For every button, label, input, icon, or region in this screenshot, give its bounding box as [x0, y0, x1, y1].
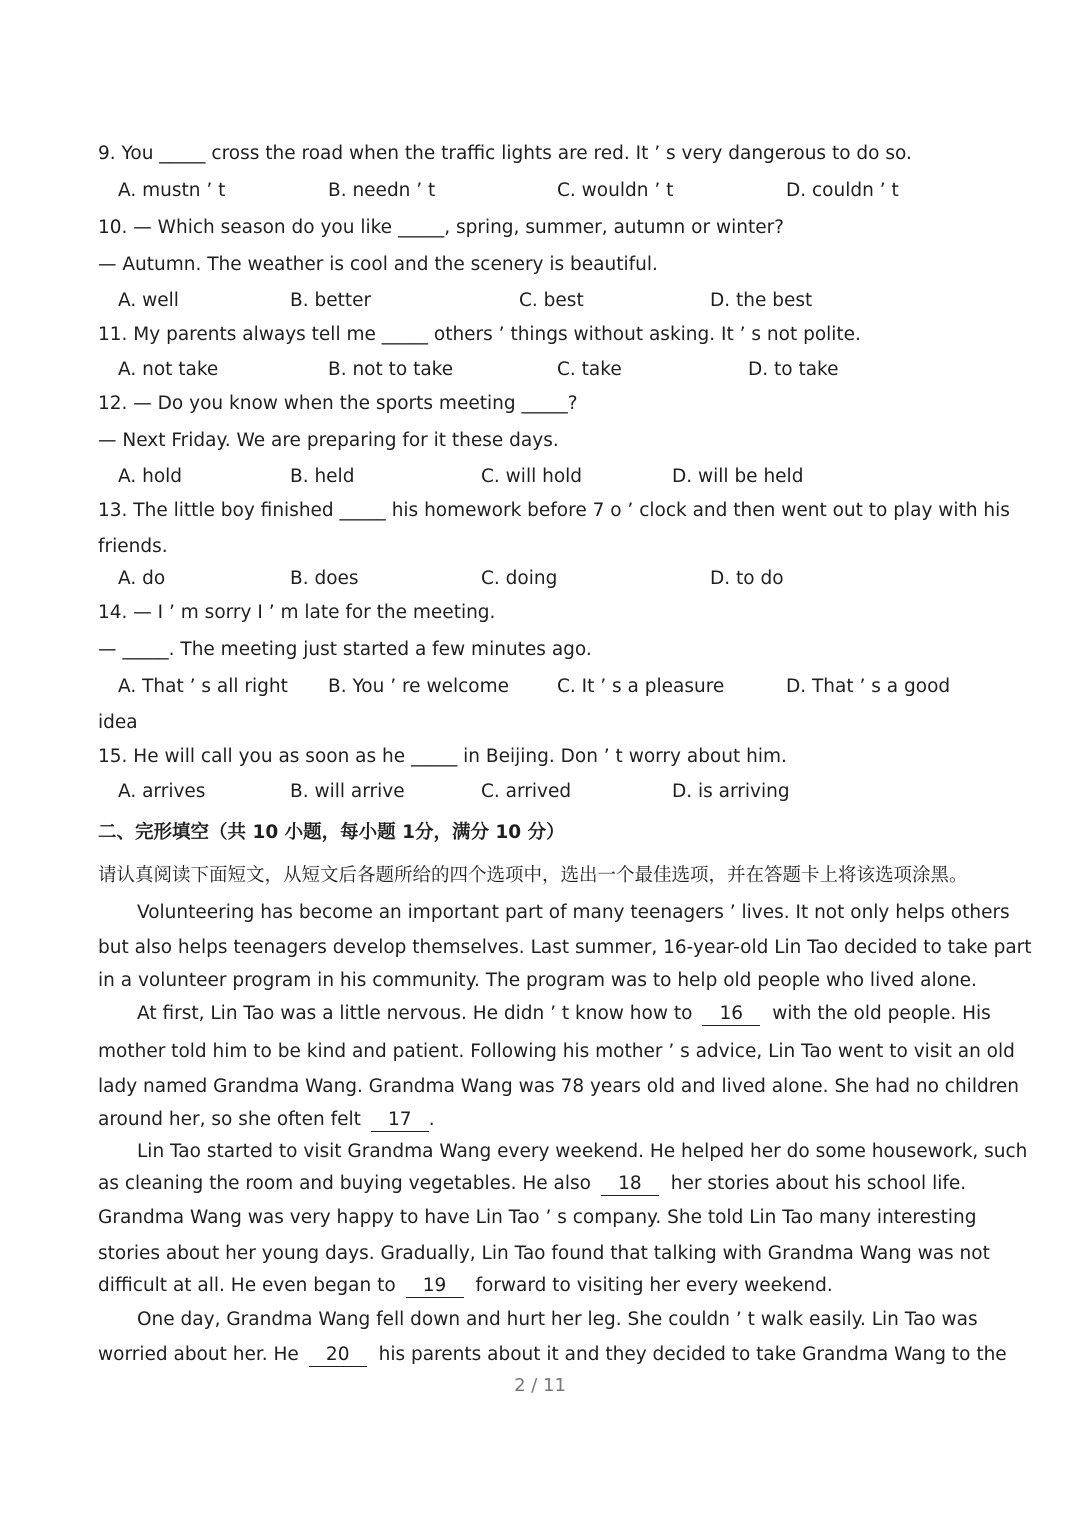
question-10-stem: 10. — Which season do you like _____, spring, summer, autumn or winter? — [98, 217, 784, 238]
q11-option-b: B. not to take — [328, 359, 454, 380]
q9-option-a: A. mustn ’ t — [118, 180, 226, 201]
blank-17: 17 — [371, 1109, 429, 1132]
q12-option-a: A. hold — [118, 466, 183, 487]
section-2-instruction: 请认真阅读下面短文，从短文后各题所给的四个选项中，选出一个最佳选项，并在答题卡上将该选项涂黑。 — [98, 865, 968, 886]
question-14-stem: 14. — I ’ m sorry I ’ m late for the meeting. — [98, 602, 496, 623]
passage-line: One day, Grandma Wang fell down and hurt her leg. She couldn ’ t walk easily. Lin Tao was — [137, 1309, 978, 1330]
passage-text: . — [428, 1109, 435, 1130]
blank-16: 16 — [702, 1003, 760, 1026]
q15-option-c: C. arrived — [481, 781, 572, 802]
q14-option-c: C. It ’ s a pleasure — [557, 676, 725, 697]
blank-19: 19 — [406, 1275, 464, 1298]
passage-text: her stories about his school life. — [670, 1173, 967, 1194]
q14-option-d-wrap: idea — [98, 712, 138, 733]
q9-option-d: D. couldn ’ t — [786, 180, 899, 201]
q13-option-a: A. do — [118, 568, 166, 589]
passage-text: as cleaning the room and buying vegetables. He also — [98, 1173, 591, 1194]
blank-20: 20 — [309, 1344, 367, 1367]
q13-option-c: C. doing — [481, 568, 558, 589]
q10-option-d: D. the best — [710, 290, 813, 311]
passage-line: stories about her young days. Gradually, Lin Tao found that talking with Grandma Wang was not — [98, 1243, 990, 1264]
section-2-title: 二、完形填空（共 10 小题，每小题 1分，满分 10 分） — [98, 822, 565, 843]
passage-text: his parents about it and they decided to take Grandma Wang to the — [378, 1344, 1007, 1365]
q13-option-d: D. to do — [710, 568, 784, 589]
q15-option-a: A. arrives — [118, 781, 206, 802]
question-10-reply: — Autumn. The weather is cool and the scenery is beautiful. — [98, 254, 658, 275]
passage-line: Grandma Wang was very happy to have Lin Tao ’ s company. She told Lin Tao many interesting — [98, 1207, 977, 1228]
question-13-stem: 13. The little boy finished _____ his homework before 7 o ’ clock and then went out to play with his — [98, 500, 1010, 521]
question-12-stem: 12. — Do you know when the sports meeting _____? — [98, 393, 578, 414]
question-14-reply: — _____. The meeting just started a few minutes ago. — [98, 639, 592, 660]
passage-line: Lin Tao started to visit Grandma Wang every weekend. He helped her do some housework, such — [137, 1141, 1028, 1162]
q9-option-c: C. wouldn ’ t — [557, 180, 674, 201]
q10-option-c: C. best — [519, 290, 584, 311]
q14-option-a: A. That ’ s all right — [118, 676, 288, 697]
passage-text: with the old people. His — [772, 1003, 991, 1024]
passage-line: in a volunteer program in his community. The program was to help old people who lived alone. — [98, 970, 977, 991]
passage-line — [98, 1274, 833, 1298]
passage-text: worried about her. He — [98, 1344, 299, 1365]
passage-text: difficult at all. He even began to — [98, 1275, 396, 1296]
question-11-stem: 11. My parents always tell me _____ others ’ things without asking. It ’ s not polite. — [98, 324, 861, 345]
q11-option-d: D. to take — [748, 359, 839, 380]
passage-line: mother told him to be kind and patient. Following his mother ’ s advice, Lin Tao went to visit an old — [98, 1041, 1015, 1062]
question-13-stem-continued: friends. — [98, 536, 168, 557]
passage-line: Volunteering has become an important part of many teenagers ’ lives. It not only helps others — [137, 902, 1010, 923]
question-12-reply: — Next Friday. We are preparing for it these days. — [98, 430, 559, 451]
passage-text: forward to visiting her every weekend. — [475, 1275, 833, 1296]
blank-18: 18 — [601, 1173, 659, 1196]
passage-line: lady named Grandma Wang. Grandma Wang was 78 years old and lived alone. She had no children — [98, 1076, 1020, 1097]
q12-option-b: B. held — [290, 466, 355, 487]
question-9-stem: 9. You _____ cross the road when the traffic lights are red. It ’ s very dangerous to do so. — [98, 143, 912, 164]
q15-option-d: D. is arriving — [672, 781, 790, 802]
passage-text: At first, Lin Tao was a little nervous. He didn ’ t know how to — [137, 1003, 693, 1024]
passage-line — [98, 1172, 966, 1196]
q10-option-b: B. better — [290, 290, 372, 311]
q12-option-d: D. will be held — [672, 466, 804, 487]
passage-line: but also helps teenagers develop themselves. Last summer, 16-year-old Lin Tao decided to take part — [98, 937, 1032, 958]
page-number: 2 / 11 — [514, 1375, 566, 1396]
question-15-stem: 15. He will call you as soon as he _____ in Beijing. Don ’ t worry about him. — [98, 746, 787, 767]
q13-option-b: B. does — [290, 568, 359, 589]
passage-text: around her, so she often felt — [98, 1109, 361, 1130]
passage-line — [98, 1108, 435, 1132]
q14-option-b: B. You ’ re welcome — [328, 676, 509, 697]
q11-option-a: A. not take — [118, 359, 219, 380]
q14-option-d: D. That ’ s a good — [786, 676, 951, 697]
q10-option-a: A. well — [118, 290, 179, 311]
q9-option-b: B. needn ’ t — [328, 180, 436, 201]
q12-option-c: C. will hold — [481, 466, 583, 487]
passage-line — [137, 1002, 991, 1026]
q11-option-c: C. take — [557, 359, 622, 380]
q15-option-b: B. will arrive — [290, 781, 405, 802]
passage-line — [98, 1343, 1007, 1367]
